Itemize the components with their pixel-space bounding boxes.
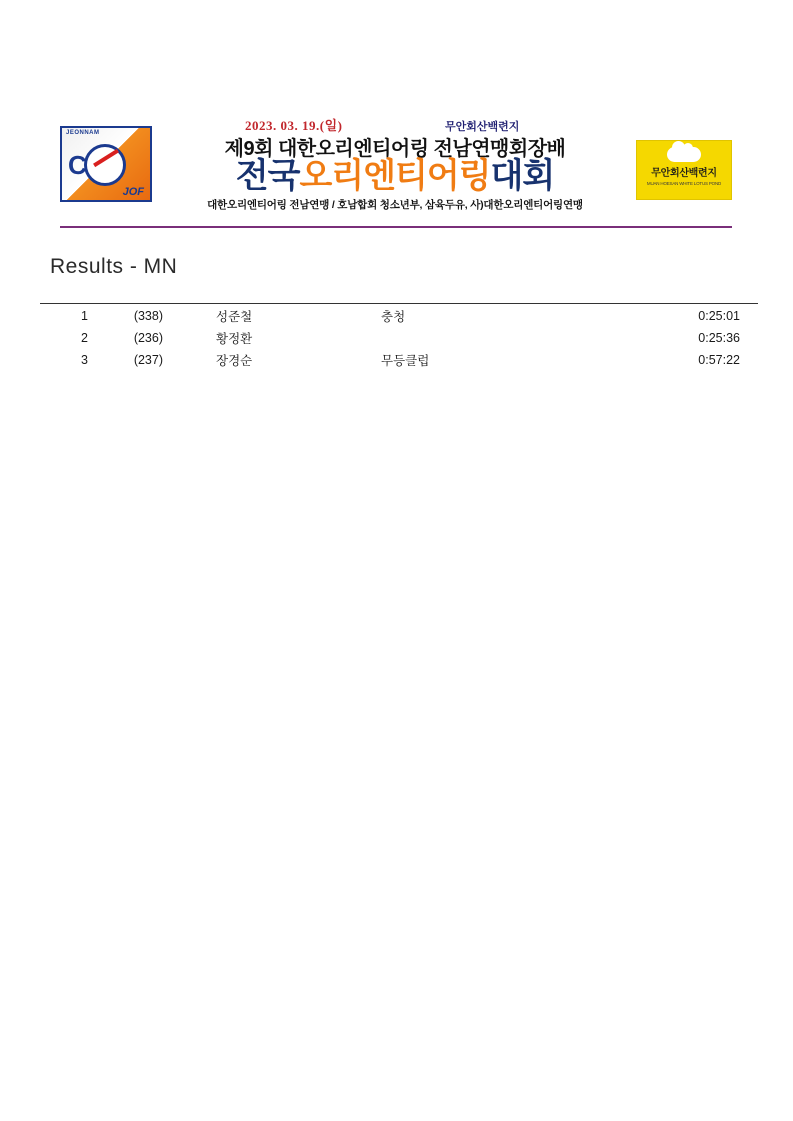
event-title-part-2: 오리엔티어링 <box>299 157 491 195</box>
event-date: 2023. 03. 19.(일) <box>245 118 343 133</box>
event-title-part-1: 전국 <box>235 157 300 195</box>
event-title <box>160 159 630 195</box>
cell-club <box>346 327 641 349</box>
cell-club: 무등클럽 <box>381 354 430 368</box>
cell-bib: (236) <box>133 331 163 345</box>
cell-time: 0:57:22 <box>698 353 740 367</box>
table-row <box>40 349 758 371</box>
emblem-top-label: JEONNAM <box>66 130 100 136</box>
sponsor-subtitle: MUAN HOESAN WHITE LOTUS POND <box>646 181 722 186</box>
cell-name: 성준철 <box>216 310 253 324</box>
banner-meta-row <box>160 118 630 134</box>
cell-club: 충청 <box>381 310 406 324</box>
cell-bib: (237) <box>133 353 163 367</box>
event-title-part-3: 대회 <box>490 157 555 195</box>
sponsor-logo <box>636 140 732 200</box>
cell-rank: 1 <box>81 309 88 323</box>
lotus-cloud-icon <box>667 147 701 162</box>
table-row <box>40 327 758 349</box>
sponsor-name: 무안회산백련지 <box>651 168 717 179</box>
emblem-federation-label: JOF <box>122 186 144 198</box>
table-row <box>40 305 758 327</box>
results-table <box>40 303 758 371</box>
banner-center-text <box>160 118 630 212</box>
cell-name: 장경순 <box>216 354 253 368</box>
jeonnam-orienteering-emblem <box>60 126 152 202</box>
cell-rank: 3 <box>81 353 88 367</box>
cell-time: 0:25:01 <box>698 309 740 323</box>
page-title: Results - MN <box>50 255 178 278</box>
event-organizers: 대한오리엔티어링 전남연맹 / 호남합회 청소년부, 삼육두유, 사)대한오리엔티어링연맹 <box>207 198 583 211</box>
event-venue: 무안회산백련지 <box>445 121 520 133</box>
cell-bib: (338) <box>133 309 163 323</box>
emblem-letter: C <box>68 150 87 180</box>
cell-time: 0:25:36 <box>698 331 740 345</box>
cell-rank: 2 <box>81 331 88 345</box>
results-table-body <box>40 305 758 371</box>
event-subtitle: 제9회 대한오리엔티어링 전남연맹회장배 <box>224 138 566 160</box>
event-header-banner <box>60 118 732 228</box>
compass-icon <box>84 144 126 186</box>
cell-name: 황정환 <box>216 332 253 346</box>
banner-divider <box>60 226 732 228</box>
